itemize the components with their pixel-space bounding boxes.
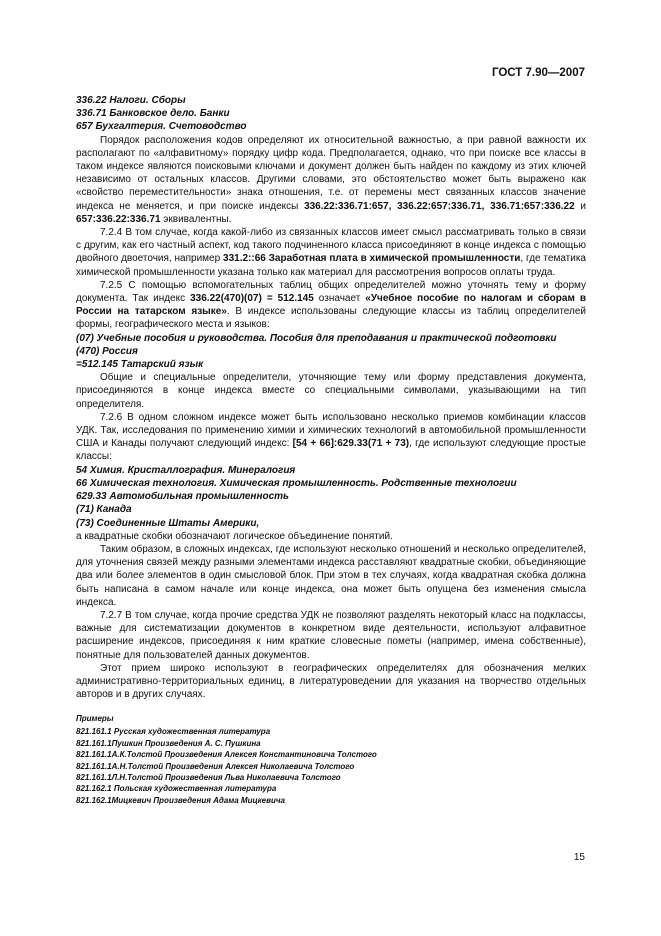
example-index: 336.22(470)(07) = 512.145 (190, 293, 314, 305)
paragraph-brackets: а квадратные скобки обозначают логическое объединение понятий. (76, 530, 393, 542)
class-entry: 657 Бухгалтерия. Счетоводство (76, 121, 247, 133)
example-item: 821.161.1Пушкин Произведения А. С. Пушкина (76, 738, 261, 748)
example-index-last: 657:336.22:336.71 (76, 213, 161, 225)
example-indexes: 336.22:336.71:657, 336.22:657:336.71, 336.71:657:336.22 (304, 200, 575, 212)
example-item: 821.161.1А.Н.Толстой Произведения Алексея Николаевича Толстого (76, 761, 355, 771)
example-index: [54 + 66]:629.33(71 + 73) (292, 438, 410, 450)
class-entry: (73) Соединенные Штаты Америки, (76, 517, 260, 529)
examples-block (76, 713, 586, 806)
class-entry: 54 Химия. Кристаллография. Минералогия (76, 464, 296, 476)
classes-7-2-6-list (76, 464, 586, 530)
paragraph-7-2-4: 7.2.4 В том случае, когда какой-либо из связанных классов имеет смысл рассматривать только в связи с другим, как его частный аспект, код такого подчиненного класса присоединяют в конце индекса с помощью двойного двоеточия, например 331.2::66 Заработная плата в химической промышленности, где тематика химической промышленности указана только как материал для рассмотрения вопросов оплаты труда. (76, 227, 586, 278)
example-item: 821.162.1Мицкевич Произведения Адама Мицкевича (76, 795, 285, 805)
examples-title: Примеры (76, 714, 114, 724)
paragraph-7-2-6: 7.2.6 В одном сложном индексе может быть использовано несколько приемов комбинации классов УДК. Так, исследования по применению химии и химических технологий в автомобильной промышленности США и Канады получают следующий индекс: [54 + 66]:629.33(71 + 73), где используют следующие простые классы: (76, 411, 586, 463)
classes-7-2-5-list (76, 332, 586, 372)
classes-top-list (76, 94, 586, 134)
class-entry: =512.145 Татарский язык (76, 359, 204, 371)
paragraph-geographic: Этот прием широко используют в географических определителях для обозначения мелких административно-территориальных единиц, в литературоведении для указания на творчество отдельных авторов и в других случаях. (76, 662, 586, 701)
page-number: 15 (573, 852, 585, 863)
class-entry: 336.71 Банковское дело. Банки (76, 108, 230, 120)
paragraph-7-2-5: 7.2.5 С помощью вспомогательных таблиц общих определителей можно уточнять тему и форму документа. Так индекс 336.22(470)(07) = 512.145 означает «Учебное пособие по налогам и сборам в России на татарском языке». В индексе использованы следующие классы из таблиц определителей формы, географического места и языков: (76, 279, 586, 331)
example-meaning: «Учебное пособие по налогам и сборам в России на татарском языке» (76, 293, 586, 318)
paragraph-complex-indexes: Таким образом, в сложных индексах, где используют несколько отношений и несколько определителей, для уточнения связей между разными элементами индекса расставляют квадратные скобки, объединяющие два или более элементов в один смысловой блок. При этом в тех случаях, когда квадратная скобка должна быть написана в самом начале или конце индекса, она может быть опущена без изменения смысла индекса. (76, 543, 586, 608)
paragraph-order: Порядок расположения кодов определяют их относительной важностью, а при равной важности их располагают по «алфавитному» порядку цифр кода. Предполагается, однако, что при поиске все классы в таком индексе являются поисковыми ключами и документ должен быть найден по каждому из этих ключей независимо от остальных классов. Другими словами, это обстоятельство может быть выражено как «свойство переместительности» знака отношения, т.е. от перемены мест связанных классов значение индекса не меняется, и при поиске индексы 336.22:336.71:657, 336.22:657:336.71, 336.71:657:336.22 и 657:336.22:336.71 эквивалентны. (76, 134, 587, 225)
paragraph-general-determinants: Общие и специальные определители, уточняющие тему или форму представления документа, присоединяются в конце индекса вместе со специальными символами, указывающими на тип определителя. (76, 372, 586, 410)
class-entry: (470) Россия (76, 345, 138, 357)
page-content (76, 94, 586, 806)
class-entry: (07) Учебные пособия и руководства. Пособия для преподавания и практической подготовки (76, 332, 557, 344)
class-entry: 336.22 Налоги. Сборы (76, 95, 186, 106)
example-item: 821.161.1 Русская художественная литература (76, 727, 271, 737)
class-entry: (71) Канада (76, 504, 132, 516)
class-entry: 629.33 Автомобильная промышленность (76, 491, 289, 503)
class-entry: 66 Химическая технология. Химическая промышленность. Родственные технологии (76, 477, 517, 489)
document-code-header: ГОСТ 7.90—2007 (491, 67, 585, 79)
example-item: 821.161.1А.К.Толстой Произведения Алексея Константиновича Толстого (76, 750, 377, 760)
example-item: 821.161.1Л.Н.Толстой Произведения Льва Николаевича Толстого (76, 772, 341, 782)
example-index: 331.2::66 Заработная плата в химической промышленности (223, 253, 521, 265)
example-item: 821.162.1 Польская художественная литература (76, 784, 277, 794)
paragraph-7-2-7: 7.2.7 В том случае, когда прочие средства УДК не позволяют разделять некоторый класс на подклассы, важные для систематизации документов в конкретном виде деятельности, используют алфавитное расширение индексов, присоединяя к ним краткие словесные пометы (например, имена собственные), понятные для пользователей данных документов. (76, 609, 586, 661)
